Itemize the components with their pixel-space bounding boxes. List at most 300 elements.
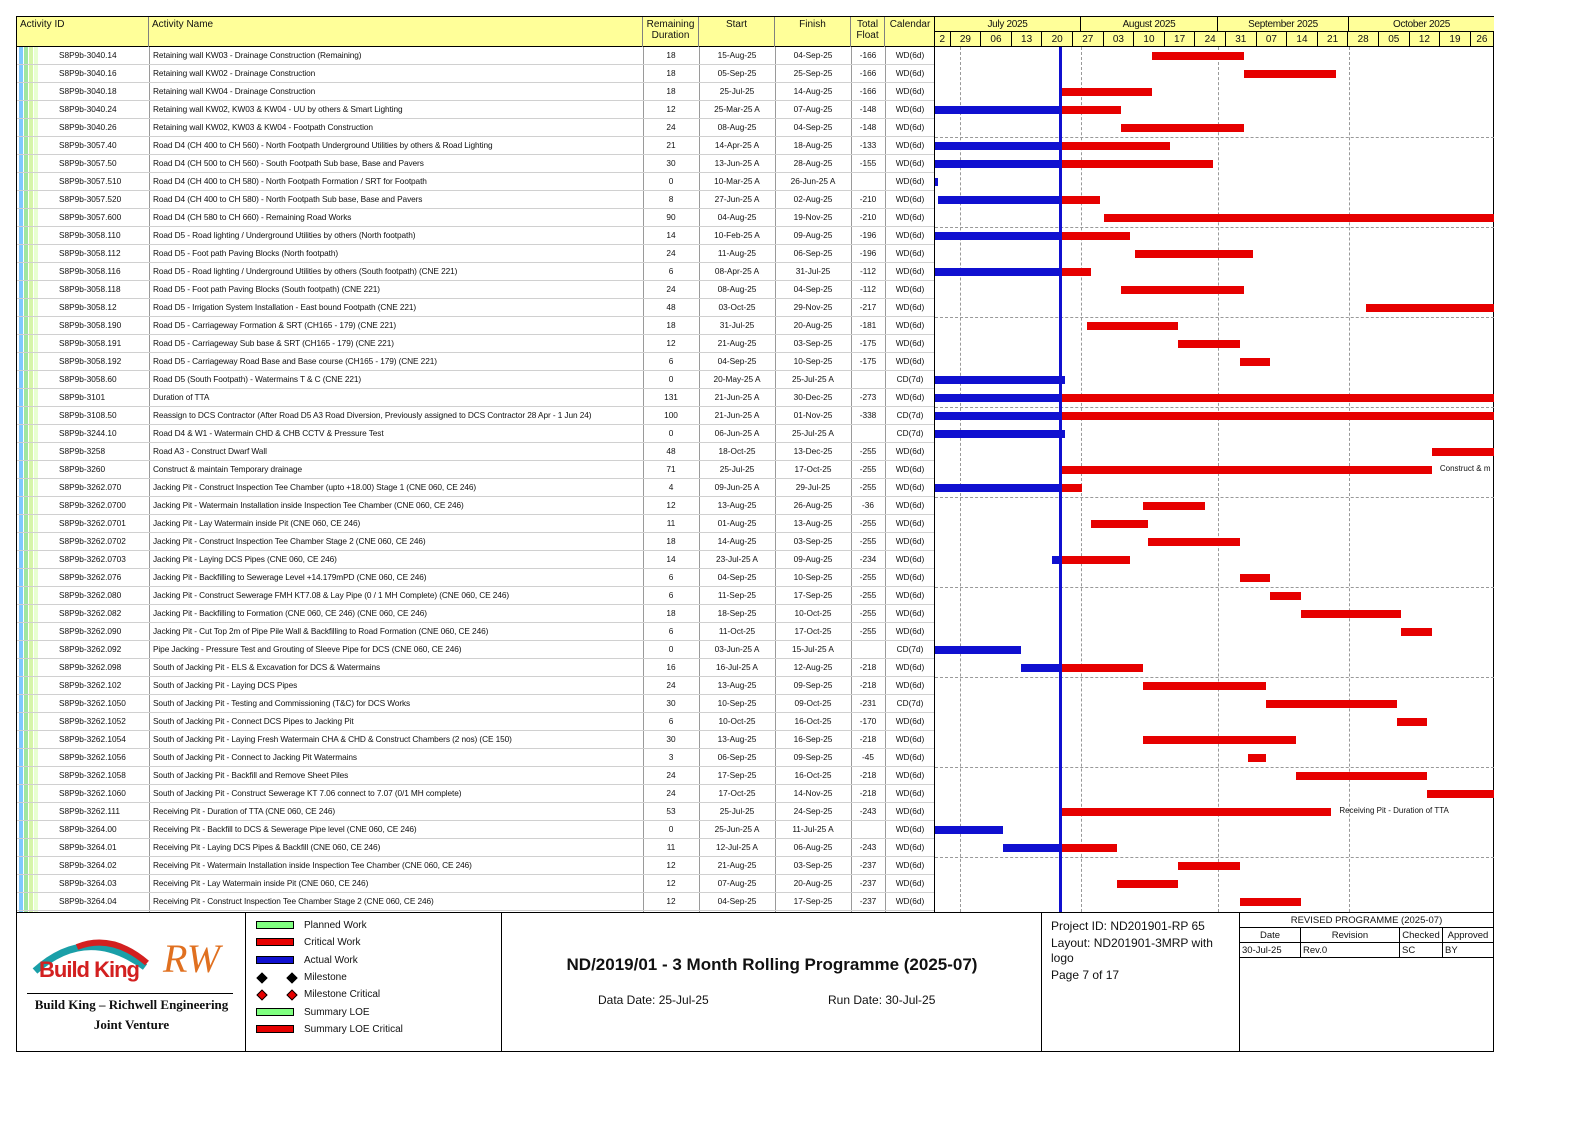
milestone-diamond-icon xyxy=(256,990,267,1001)
finish-date: 15-Jul-25 A xyxy=(792,644,834,654)
timeline-week: 10 xyxy=(1134,32,1165,47)
table-row[interactable] xyxy=(17,245,935,263)
critical-work-bar[interactable] xyxy=(1060,466,1432,474)
finish-date: 13-Aug-25 xyxy=(793,518,833,528)
activity-name: Receiving Pit - Duration of TTA (CNE 060, CE 246) xyxy=(153,806,336,816)
table-row[interactable] xyxy=(17,551,935,569)
col-activity-name[interactable]: Activity Name xyxy=(149,17,643,47)
table-row[interactable] xyxy=(17,407,935,425)
actual-work-bar[interactable] xyxy=(938,196,1060,204)
critical-work-bar[interactable] xyxy=(1060,232,1130,240)
critical-work-bar[interactable] xyxy=(1060,664,1143,672)
table-row[interactable] xyxy=(17,695,935,713)
table-row[interactable] xyxy=(17,299,935,317)
actual-work-bar[interactable] xyxy=(935,412,1060,420)
actual-work-bar[interactable] xyxy=(935,646,1021,654)
critical-work-bar[interactable] xyxy=(1427,790,1494,798)
table-row[interactable] xyxy=(17,785,935,803)
activity-id: S8P9b-3262.0702 xyxy=(59,536,126,546)
calendar: WD(6d) xyxy=(895,212,925,222)
table-row[interactable] xyxy=(17,335,935,353)
total-float: -148 xyxy=(859,122,877,132)
gantt-row-separator xyxy=(935,497,1494,498)
critical-work-bar[interactable] xyxy=(1248,754,1265,762)
remaining-duration: 14 xyxy=(666,230,676,240)
table-row[interactable] xyxy=(17,83,935,101)
table-row[interactable] xyxy=(17,461,935,479)
remaining-duration: 0 xyxy=(668,824,674,834)
timeline-header xyxy=(935,17,1494,47)
calendar: WD(6d) xyxy=(895,572,925,582)
total-float: -218 xyxy=(859,662,877,672)
remaining-duration: 0 xyxy=(668,644,674,654)
data-date: Data Date: 25-Jul-25 xyxy=(598,993,709,1007)
activity-name: South of Jacking Pit - Connect DCS Pipes to Jacking Pit xyxy=(153,716,354,726)
table-row[interactable] xyxy=(17,569,935,587)
table-row[interactable] xyxy=(17,263,935,281)
project-layout: Layout: ND201901-3MRP with logo xyxy=(1051,936,1213,965)
activity-id: S8P9b-3262.098 xyxy=(59,662,122,672)
actual-work-bar[interactable] xyxy=(935,394,1060,402)
activity-id: S8P9b-3058.191 xyxy=(59,338,122,348)
critical-work-bar[interactable] xyxy=(1178,862,1239,870)
logo-line1: Build King – Richwell Engineering xyxy=(34,997,229,1012)
total-float: -231 xyxy=(859,698,877,708)
remaining-duration: 30 xyxy=(666,734,676,744)
table-row[interactable] xyxy=(17,803,935,821)
remaining-duration: 24 xyxy=(666,770,676,780)
table-row[interactable] xyxy=(17,137,935,155)
total-float: -166 xyxy=(859,50,877,60)
table-row[interactable] xyxy=(17,767,935,785)
table-row[interactable] xyxy=(17,857,935,875)
rev-date: 30-Jul-25 xyxy=(1240,943,1301,958)
actual-work-bar[interactable] xyxy=(935,376,1065,384)
table-row[interactable] xyxy=(17,173,935,191)
timeline-month: August 2025 xyxy=(1081,17,1218,32)
start-date: 11-Oct-25 xyxy=(718,626,756,636)
finish-date: 04-Sep-25 xyxy=(793,284,833,294)
start-date: 08-Aug-25 xyxy=(717,284,757,294)
table-row[interactable] xyxy=(17,713,935,731)
table-row[interactable] xyxy=(17,623,935,641)
activity-id: S8P9b-3262.1060 xyxy=(59,788,126,798)
finish-date: 26-Aug-25 xyxy=(793,500,833,510)
critical-work-bar[interactable] xyxy=(1143,502,1204,510)
col-calendar[interactable]: Calendar xyxy=(889,19,931,30)
calendar: WD(6d) xyxy=(895,446,925,456)
activity-name: Road D5 - Irrigation System Installation - East bound Footpath (CNE 221) xyxy=(153,302,417,312)
start-date: 08-Aug-25 xyxy=(717,122,757,132)
start-date: 17-Sep-25 xyxy=(717,770,757,780)
activity-id: S8P9b-3058.190 xyxy=(59,320,122,330)
start-date: 21-Jun-25 A xyxy=(714,392,760,402)
start-date: 04-Sep-25 xyxy=(717,896,757,906)
remaining-duration: 6 xyxy=(668,266,674,276)
finish-date: 16-Oct-25 xyxy=(794,770,832,780)
activity-id: S8P9b-3244.10 xyxy=(59,428,117,438)
finish-date: 03-Sep-25 xyxy=(793,338,833,348)
critical-work-bar[interactable] xyxy=(1432,448,1494,456)
page-number: Page 7 of 17 xyxy=(1051,968,1120,982)
actual-work-bar[interactable] xyxy=(935,142,1060,150)
total-float: -170 xyxy=(859,716,877,726)
finish-date: 25-Jul-25 A xyxy=(792,374,834,384)
total-float: -112 xyxy=(860,284,876,294)
table-row[interactable] xyxy=(17,317,935,335)
activity-id: S8P9b-3264.00 xyxy=(59,824,117,834)
critical-work-bar[interactable] xyxy=(1135,250,1253,258)
bar-label: Construct & m xyxy=(1439,464,1491,473)
legend-label: Milestone Critical xyxy=(304,989,381,1001)
finish-date: 09-Sep-25 xyxy=(793,752,833,762)
remaining-duration: 12 xyxy=(666,500,676,510)
finish-date: 04-Sep-25 xyxy=(793,50,833,60)
critical-work-bar[interactable] xyxy=(1060,556,1130,564)
remaining-duration: 12 xyxy=(666,104,676,114)
remaining-duration: 12 xyxy=(666,338,676,348)
start-date: 04-Sep-25 xyxy=(717,572,757,582)
gantt-chart xyxy=(934,17,1494,912)
total-float: -243 xyxy=(859,842,877,852)
logo-box xyxy=(17,913,246,1052)
col-activity-id[interactable]: Activity ID xyxy=(17,17,149,47)
activity-name: South of Jacking Pit - ELS & Excavation for DCS & Watermains xyxy=(153,662,381,672)
critical-work-bar[interactable] xyxy=(1240,574,1271,582)
calendar: WD(6d) xyxy=(895,716,925,726)
calendar: CD(7d) xyxy=(896,374,924,384)
table-row[interactable] xyxy=(17,533,935,551)
activity-id: S8P9b-3040.16 xyxy=(59,68,117,78)
remaining-duration: 6 xyxy=(668,356,674,366)
activity-name: South of Jacking Pit - Testing and Commissioning (T&C) for DCS Works xyxy=(153,698,411,708)
finish-date: 09-Oct-25 xyxy=(794,698,832,708)
col-finish[interactable]: Finish xyxy=(775,17,851,47)
finish-date: 06-Sep-25 xyxy=(793,248,833,258)
total-float: -155 xyxy=(859,158,877,168)
critical-work-bar[interactable] xyxy=(1240,358,1271,366)
remaining-duration: 12 xyxy=(666,896,676,906)
critical-work-bar[interactable] xyxy=(1121,286,1243,294)
activity-id: S8P9b-3101 xyxy=(59,392,106,402)
critical-work-bar[interactable] xyxy=(1366,304,1494,312)
activity-name: South of Jacking Pit - Construct Sewerage KT 7.06 connect to 7.07 (0/1 MH complete) xyxy=(153,788,462,798)
data-date-line xyxy=(1059,47,1062,912)
activity-id: S8P9b-3262.1054 xyxy=(59,734,126,744)
start-date: 13-Aug-25 xyxy=(717,500,757,510)
finish-date: 13-Dec-25 xyxy=(793,446,833,456)
total-float: -36 xyxy=(862,500,874,510)
table-row[interactable] xyxy=(17,155,935,173)
legend-box xyxy=(246,913,502,1052)
critical-work-bar[interactable] xyxy=(1266,700,1397,708)
col-remaining-duration[interactable]: Remaining Duration xyxy=(643,17,699,47)
critical-work-bar[interactable] xyxy=(1143,736,1296,744)
actual-work-bar[interactable] xyxy=(1003,844,1060,852)
footer xyxy=(17,912,1493,1052)
table-row[interactable] xyxy=(17,101,935,119)
start-date: 31-Jul-25 xyxy=(719,320,755,330)
total-float: -338 xyxy=(859,410,877,420)
start-date: 20-May-25 A xyxy=(713,374,761,384)
gantt-gridline xyxy=(1349,47,1350,912)
activity-id: S8P9b-3264.02 xyxy=(59,860,117,870)
start-date: 05-Sep-25 xyxy=(717,68,757,78)
gantt-row-separator xyxy=(935,227,1494,228)
table-row[interactable] xyxy=(17,353,935,371)
critical-work-bar[interactable] xyxy=(1270,592,1301,600)
activity-id: S8P9b-3058.110 xyxy=(59,230,121,240)
finish-date: 24-Sep-25 xyxy=(793,806,833,816)
table-row[interactable] xyxy=(17,641,935,659)
calendar: WD(6d) xyxy=(895,518,925,528)
total-float: -234 xyxy=(859,554,877,564)
start-date: 14-Aug-25 xyxy=(717,536,757,546)
critical-work-bar[interactable] xyxy=(1301,610,1402,618)
col-total-float[interactable]: Total Float xyxy=(851,17,885,47)
calendar: WD(6d) xyxy=(895,176,925,186)
start-date: 25-Jul-25 xyxy=(719,464,755,474)
critical-work-bar[interactable] xyxy=(1060,142,1169,150)
calendar: CD(7d) xyxy=(896,644,924,654)
timeline-week: 06 xyxy=(981,32,1012,47)
total-float: -175 xyxy=(859,356,877,366)
critical-work-bar[interactable] xyxy=(1060,412,1494,420)
table-row[interactable] xyxy=(17,443,935,461)
calendar: WD(6d) xyxy=(895,824,925,834)
table-row[interactable] xyxy=(17,821,935,839)
critical-work-bar[interactable] xyxy=(1060,106,1121,114)
remaining-duration: 0 xyxy=(668,428,674,438)
timeline-week: 13 xyxy=(1012,32,1043,47)
legend-item xyxy=(256,1004,496,1021)
table-row[interactable] xyxy=(17,749,935,767)
remaining-duration: 8 xyxy=(668,194,674,204)
actual-work-bar[interactable] xyxy=(935,826,1003,834)
calendar: WD(6d) xyxy=(895,140,925,150)
critical-work-bar[interactable] xyxy=(1152,52,1244,60)
actual-work-bar[interactable] xyxy=(935,268,1060,276)
activity-name: Road D5 - Road lighting / Underground Utilities by others (North footpath) xyxy=(153,230,416,240)
critical-work-bar[interactable] xyxy=(1060,160,1213,168)
activity-name: Receiving Pit - Backfill to DCS & Sewerage Pipe level (CNE 060, CE 246) xyxy=(153,824,417,834)
rev-checked: SC xyxy=(1400,943,1443,958)
total-float: -273 xyxy=(859,392,877,402)
critical-work-bar[interactable] xyxy=(1060,808,1331,816)
critical-work-bar[interactable] xyxy=(1148,538,1240,546)
table-row[interactable] xyxy=(17,839,935,857)
start-date: 25-Jun-25 A xyxy=(714,824,760,834)
table-row[interactable] xyxy=(17,191,935,209)
critical-work-bar[interactable] xyxy=(1060,484,1082,492)
milestone-diamond-icon xyxy=(286,972,297,983)
calendar: WD(6d) xyxy=(895,122,925,132)
total-float: -218 xyxy=(859,734,877,744)
finish-date: 29-Nov-25 xyxy=(793,302,833,312)
table-row[interactable] xyxy=(17,677,935,695)
table-row[interactable] xyxy=(17,227,935,245)
remaining-duration: 18 xyxy=(666,68,676,78)
table-row[interactable] xyxy=(17,47,935,65)
table-row[interactable] xyxy=(17,371,935,389)
finish-date: 10-Sep-25 xyxy=(793,356,833,366)
activity-name: Receiving Pit - Laying DCS Pipes & Backfill (CNE 060, CE 246) xyxy=(153,842,381,852)
total-float: -181 xyxy=(859,320,877,330)
calendar: WD(6d) xyxy=(895,482,925,492)
activity-name: Receiving Pit - Lay Watermain inside Pit (CNE 060, CE 246) xyxy=(153,878,369,888)
finish-date: 17-Oct-25 xyxy=(794,464,832,474)
table-row[interactable] xyxy=(17,281,935,299)
calendar: WD(6d) xyxy=(895,770,925,780)
activity-name: Jacking Pit - Lay Watermain inside Pit (CNE 060, CE 246) xyxy=(153,518,361,528)
critical-work-bar[interactable] xyxy=(1060,88,1152,96)
project-box xyxy=(1042,913,1240,1052)
start-date: 09-Jun-25 A xyxy=(714,482,760,492)
legend-item xyxy=(256,969,496,986)
calendar: WD(6d) xyxy=(895,302,925,312)
critical-work-bar[interactable] xyxy=(1178,340,1239,348)
remaining-duration: 90 xyxy=(666,212,676,222)
critical-work-bar[interactable] xyxy=(1091,520,1148,528)
total-float: -255 xyxy=(859,518,877,528)
timeline-month: October 2025 xyxy=(1349,17,1494,32)
critical-work-bar[interactable] xyxy=(1104,214,1494,222)
calendar: WD(6d) xyxy=(895,590,925,600)
critical-work-bar[interactable] xyxy=(1401,628,1432,636)
finish-date: 14-Nov-25 xyxy=(793,788,833,798)
activity-id: S8P9b-3262.082 xyxy=(59,608,122,618)
activity-name: Road D4 (CH 400 to CH 580) - North Footpath Sub base, Base and Pavers xyxy=(153,194,423,204)
finish-date: 30-Dec-25 xyxy=(793,392,833,402)
calendar: WD(6d) xyxy=(895,806,925,816)
start-date: 06-Jun-25 A xyxy=(714,428,760,438)
critical-work-bar[interactable] xyxy=(1397,718,1428,726)
critical-work-bar[interactable] xyxy=(1143,682,1265,690)
timeline-week: 19 xyxy=(1440,32,1471,47)
actual-work-bar[interactable] xyxy=(935,106,1060,114)
critical-work-bar[interactable] xyxy=(1296,772,1427,780)
activity-id: S8P9b-3258 xyxy=(59,446,106,456)
remaining-duration: 100 xyxy=(664,410,678,420)
activity-name: Road A3 - Construct Dwarf Wall xyxy=(153,446,267,456)
table-row[interactable] xyxy=(17,497,935,515)
activity-name: Duration of TTA xyxy=(153,392,210,402)
activity-id: S8P9b-3262.1058 xyxy=(59,770,126,780)
activity-name: Jacking Pit - Backfilling to Formation (CNE 060, CE 246) (CNE 060, CE 246) xyxy=(153,608,427,618)
activity-id: S8P9b-3264.04 xyxy=(59,896,117,906)
timeline-week: 28 xyxy=(1348,32,1379,47)
calendar: WD(6d) xyxy=(895,734,925,744)
gantt-row-separator xyxy=(935,677,1494,678)
project-id: Project ID: ND201901-RP 65 xyxy=(1051,919,1205,933)
actual-work-bar[interactable] xyxy=(1021,664,1060,672)
remaining-duration: 6 xyxy=(668,590,674,600)
table-header xyxy=(17,17,935,47)
actual-work-bar[interactable] xyxy=(935,178,938,186)
gantt-row-separator xyxy=(935,407,1494,408)
legend-swatch xyxy=(256,938,294,946)
critical-work-bar[interactable] xyxy=(1060,394,1494,402)
start-date: 10-Mar-25 A xyxy=(714,176,760,186)
table-row[interactable] xyxy=(17,893,935,911)
timeline-week: 20 xyxy=(1042,32,1073,47)
start-date: 21-Aug-25 xyxy=(717,338,757,348)
table-row[interactable] xyxy=(17,425,935,443)
critical-work-bar[interactable] xyxy=(1087,322,1179,330)
actual-work-bar[interactable] xyxy=(935,484,1060,492)
calendar: WD(6d) xyxy=(895,248,925,258)
start-date: 14-Apr-25 A xyxy=(714,140,760,150)
total-float: -45 xyxy=(862,752,874,762)
activity-name: Jacking Pit - Laying DCS Pipes (CNE 060, CE 246) xyxy=(153,554,337,564)
activity-id: S8P9b-3058.118 xyxy=(59,284,121,294)
calendar: WD(6d) xyxy=(895,338,925,348)
total-float: -255 xyxy=(859,464,877,474)
start-date: 11-Aug-25 xyxy=(717,248,757,258)
activity-name: Road D5 - Foot path Paving Blocks (South footpath) (CNE 221) xyxy=(153,284,380,294)
critical-work-bar[interactable] xyxy=(1121,124,1243,132)
col-start[interactable]: Start xyxy=(699,17,775,47)
start-date: 18-Sep-25 xyxy=(717,608,757,618)
finish-date: 17-Sep-25 xyxy=(793,896,833,906)
remaining-duration: 0 xyxy=(668,374,674,384)
table-row[interactable] xyxy=(17,209,935,227)
finish-date: 20-Aug-25 xyxy=(793,320,833,330)
finish-date: 19-Nov-25 xyxy=(793,212,833,222)
table-row[interactable] xyxy=(17,659,935,677)
legend-label: Planned Work xyxy=(304,920,367,931)
activity-id: S8P9b-3040.18 xyxy=(59,86,117,96)
critical-work-bar[interactable] xyxy=(1060,196,1099,204)
total-float: -175 xyxy=(859,338,877,348)
table-row[interactable] xyxy=(17,65,935,83)
table-row[interactable] xyxy=(17,515,935,533)
actual-work-bar[interactable] xyxy=(935,430,1065,438)
critical-work-bar[interactable] xyxy=(1117,880,1178,888)
activity-id: S8P9b-3057.520 xyxy=(59,194,122,204)
timeline-week: 07 xyxy=(1257,32,1288,47)
activity-name: Jacking Pit - Backfilling to Sewerage Level +14.179mPD (CNE 060, CE 246) xyxy=(153,572,427,582)
finish-date: 07-Aug-25 xyxy=(793,104,833,114)
remaining-duration: 30 xyxy=(666,698,676,708)
actual-work-bar[interactable] xyxy=(935,232,1060,240)
start-date: 04-Aug-25 xyxy=(717,212,757,222)
activity-table xyxy=(17,47,935,912)
table-row[interactable] xyxy=(17,875,935,893)
critical-work-bar[interactable] xyxy=(1244,70,1336,78)
critical-work-bar[interactable] xyxy=(1060,268,1091,276)
table-row[interactable] xyxy=(17,605,935,623)
finish-date: 09-Aug-25 xyxy=(793,230,833,240)
actual-work-bar[interactable] xyxy=(935,160,1060,168)
total-float: -218 xyxy=(859,788,877,798)
activity-id: S8P9b-3262.0701 xyxy=(59,518,126,528)
gantt-row-separator xyxy=(935,767,1494,768)
table-row[interactable] xyxy=(17,479,935,497)
start-date: 23-Jul-25 A xyxy=(716,554,758,564)
remaining-duration: 6 xyxy=(668,716,674,726)
table-row[interactable] xyxy=(17,119,935,137)
finish-date: 04-Sep-25 xyxy=(793,122,833,132)
critical-work-bar[interactable] xyxy=(1060,844,1117,852)
table-row[interactable] xyxy=(17,389,935,407)
remaining-duration: 24 xyxy=(666,788,676,798)
activity-id: S8P9b-3262.090 xyxy=(59,626,122,636)
revision-heading: REVISED PROGRAMME (2025-07) xyxy=(1240,913,1493,928)
table-row[interactable] xyxy=(17,731,935,749)
table-row[interactable] xyxy=(17,587,935,605)
critical-work-bar[interactable] xyxy=(1240,898,1301,906)
